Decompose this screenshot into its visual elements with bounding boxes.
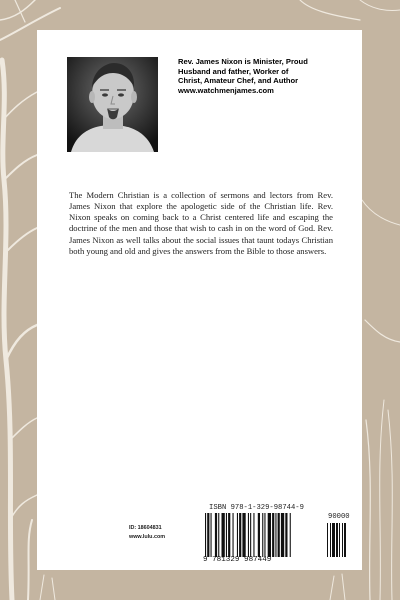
author-bio xyxy=(178,57,354,95)
author-bio-line: Rev. James Nixon is Minister, Proud xyxy=(178,57,308,66)
publisher-info xyxy=(129,524,209,542)
isbn-label: ISBN 978-1-329-98744-9 xyxy=(209,504,304,512)
back-cover-panel xyxy=(37,30,362,570)
author-bio-line: Christ, Amateur Chef, and Author xyxy=(178,76,299,86)
book-description: The Modern Christian is a collection of sermons and lectors from Rev. James Nixon that explore the apologetic side of the Christian life. Rev. Nixon speaks on coming back to a Christ centered life and escaping the doctrine of the men and those that wish to cash in on the word of God. Rev. James Nixon as well talks about the social issues that taunt todays Christian both young and old and gives the answers from the Bible to those answers. xyxy=(69,189,333,257)
author-photo xyxy=(67,57,158,152)
author-bio-line: Husband and father, Worker of xyxy=(178,66,289,76)
publisher-id: ID: 18604831 xyxy=(129,525,162,531)
barcode-digits: 9 781329 987449 xyxy=(203,556,272,564)
publisher-url[interactable]: www.lulu.com xyxy=(129,534,166,540)
isbn-barcode xyxy=(203,504,355,564)
author-website-link[interactable]: www.watchmenjames.com xyxy=(178,85,274,95)
price-code: 90000 xyxy=(328,513,350,521)
